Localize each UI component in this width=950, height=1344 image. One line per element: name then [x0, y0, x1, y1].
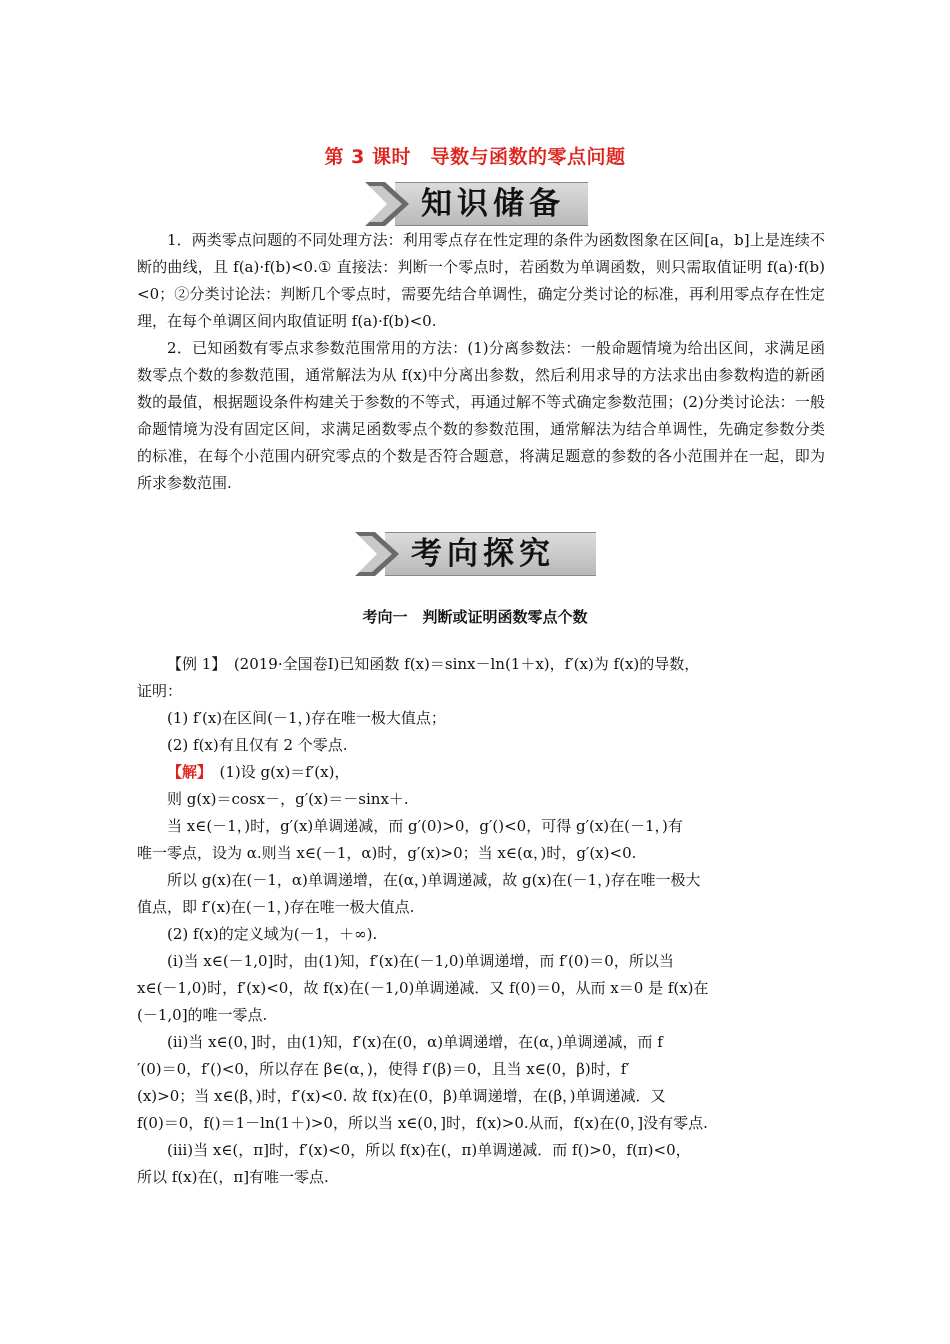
solution-line: f(0)＝0，f()＝1－ln(1＋)>0，所以当 x∈(0，]时，f(x)>0.从而，f(x)在(0，]没有零点. [137, 1114, 708, 1132]
example-line: (1) f′(x)在区间(－1，)存在唯一极大值点； [167, 709, 446, 727]
solution-line: (ⅰ)当 x∈(－1,0]时，由(1)知，f′(x)在(－1,0)单调递增，而 f′(0)＝0，所以当 [167, 952, 674, 970]
solution-line: (ⅲ)当 x∈(，π]时，f′(x)<0，所以 f(x)在(，π)单调递减．而 f()>0，f(π)<0， [167, 1141, 691, 1159]
solution-line: (2) f(x)的定义域为(－1，＋∞). [167, 925, 378, 943]
solution-tag: 【解】 [167, 763, 205, 781]
section-title: 考向一 判断或证明函数零点个数 [362, 608, 588, 626]
knowledge-banner [365, 182, 588, 226]
solution-line: (x)>0；当 x∈(β，)时，f′(x)<0. 故 f(x)在(0，β)单调递增，在(β，)单调递减．又 [137, 1087, 666, 1105]
banner-label: 考向探究 [411, 536, 555, 572]
solution-line: x∈(－1,0)时，f′(x)<0，故 f(x)在(－1,0)单调递减．又 f(0)＝0，从而 x＝0 是 f(x)在 [137, 979, 709, 997]
solution-line: 当 x∈(－1，)时，g′(x)单调递减，而 g′(0)>0，g′()<0，可得 g′(x)在(－1，)有 [167, 817, 683, 835]
solution-text: (1)设 g(x)＝f′(x)， [204, 763, 350, 781]
knowledge-paragraph-2: 2．已知函数有零点求参数范围常用的方法：(1)分离参数法：一般命题情境为给出区间，求满足函数零点个数的参数范围，通常解法为从 f(x)中分离出参数，然后利用求导的方法求出由参数构造的新函数的最值，根据题设条件构建关于参数的不等式，再通过解不等式确定参数范围；(2)分类讨论法：一般命题情境为没有固定区间，求满足函数零点个数的参数范围，通常解法为结合单调性，先确定参数分类的标准，在每个小范围内研究零点的个数是否符合题意，将满足题意的参数的各小范围并在一起，即为所求参数范围. [137, 339, 825, 492]
lesson-title: 第 3 课时 导数与函数的零点问题 [324, 146, 626, 168]
solution-line [167, 759, 857, 786]
chevron-right-icon [365, 182, 415, 226]
solution-line: 值点，即 f′(x)在(－1，)存在唯一极大值点. [137, 898, 415, 916]
solution-line: (ⅱ)当 x∈(0，]时，由(1)知，f′(x)在(0，α)单调递增，在(α，)单调递减，而 f [167, 1033, 663, 1051]
knowledge-paragraph-1: 1．两类零点问题的不同处理方法：利用零点存在性定理的条件为函数图象在区间[a，b]上是连续不断的曲线，且 f(a)·f(b)<0.① 直接法：判断一个零点时，若函数为单调函数，则只需取值证明 f(a)·f(b)<0；②分类讨论法：判断几个零点时，需要先结合单调性，确定分类讨论的标准，再利用零点存在性定理，在每个单调区间内取值证明 f(a)·f(b)<0. [137, 231, 825, 330]
example-line: (2) f(x)有且仅有 2 个零点. [167, 736, 348, 754]
exploration-banner [355, 532, 596, 576]
solution-line: ′(0)＝0，f′()<0，所以存在 β∈(α，)，使得 f′(β)＝0，且当 x∈(0，β)时，f′ [137, 1060, 630, 1078]
solution-line: 所以 g(x)在(－1，α)单调递增，在(α，)单调递减，故 g(x)在(－1，)存在唯一极大 [167, 871, 701, 889]
example-line [167, 651, 857, 678]
solution-line: (－1,0]的唯一零点. [137, 1006, 268, 1024]
chevron-right-icon [355, 532, 405, 576]
banner-label: 知识储备 [421, 186, 565, 222]
solution-line: 所以 f(x)在(，π]有唯一零点. [137, 1168, 329, 1186]
example-tag: 【例 1】 [167, 655, 219, 673]
solution-line: 则 g(x)＝cosx－，g′(x)＝－sinx＋. [167, 790, 409, 808]
example-text: (2019·全国卷Ⅰ)已知函数 f(x)＝sinx－ln(1＋x)，f′(x)为 f(x)的导数， [218, 655, 700, 673]
example-line: 证明： [137, 682, 183, 700]
solution-line: 唯一零点，设为 α.则当 x∈(－1，α)时，g′(x)>0；当 x∈(α，)时，g′(x)<0. [137, 844, 637, 862]
